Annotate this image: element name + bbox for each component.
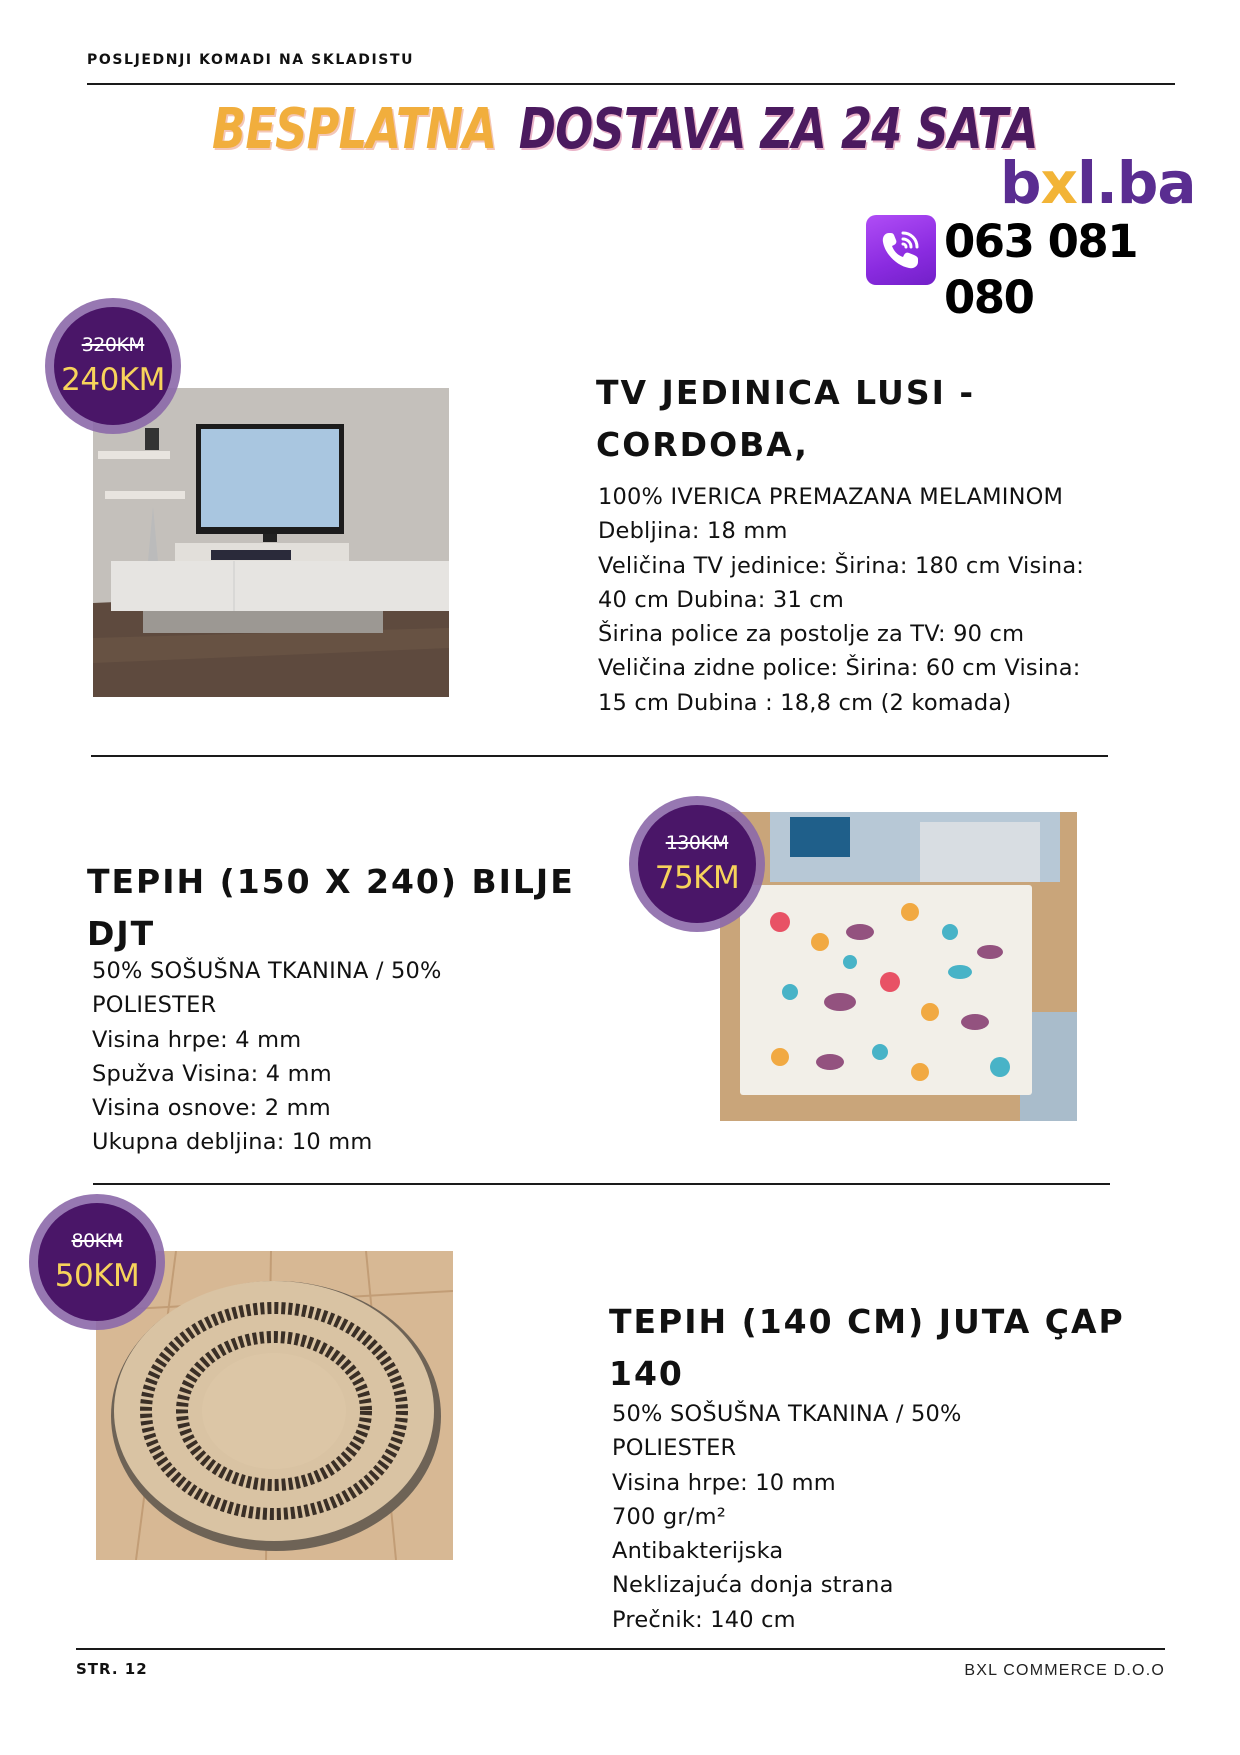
detail-line: 50% SOŠUŠNA TKANINA / 50% bbox=[612, 1401, 962, 1427]
phone-number: 063 081 080 bbox=[944, 215, 1138, 324]
tv-unit-photo bbox=[93, 388, 449, 697]
detail-line: 50% SOŠUŠNA TKANINA / 50% bbox=[92, 958, 442, 984]
new-price: 240KM bbox=[61, 362, 165, 398]
detail-line: 15 cm Dubina : 18,8 cm (2 komada) bbox=[598, 689, 1012, 716]
bxl-logo: bxl.ba bbox=[1000, 149, 1196, 217]
floral-rug-photo bbox=[720, 812, 1077, 1121]
old-price: 320KM bbox=[81, 334, 145, 356]
detail-line: Visina hrpe: 10 mm bbox=[612, 1469, 836, 1496]
footer-divider bbox=[76, 1648, 1165, 1650]
section-divider bbox=[93, 1183, 1110, 1185]
viber-icon bbox=[866, 215, 936, 285]
detail-line: POLIESTER bbox=[92, 992, 217, 1019]
logo-x-accent: x bbox=[1040, 149, 1077, 217]
price-badge bbox=[629, 796, 765, 932]
detail-line: 700 gr/m² bbox=[612, 1503, 726, 1530]
price-badge bbox=[29, 1194, 165, 1330]
product-details bbox=[92, 954, 442, 1160]
detail-line: 100% IVERICA PREMAZANA MELAMINOM bbox=[598, 484, 1064, 510]
new-price: 75KM bbox=[654, 860, 740, 896]
product-details bbox=[598, 480, 1084, 720]
free-delivery-banner bbox=[212, 94, 1038, 164]
detail-line: Veličina zidne police: Širina: 60 cm Visina: bbox=[598, 655, 1081, 682]
detail-line: Antibakterijska bbox=[612, 1538, 784, 1565]
detail-line: Veličina TV jedinice: Širina: 180 cm Visina: bbox=[598, 552, 1085, 579]
header-divider bbox=[87, 83, 1175, 85]
product-title: TEPIH (150 X 240) BILJE DJT bbox=[87, 862, 575, 953]
detail-line: Visina osnove: 2 mm bbox=[92, 1095, 331, 1122]
product-title: TEPIH (140 CM) JUTA ÇAP 140 bbox=[609, 1302, 1125, 1393]
old-price: 130KM bbox=[665, 832, 729, 854]
banner-free-text: BESPLATNA bbox=[212, 96, 497, 162]
old-price: 80KM bbox=[71, 1230, 123, 1252]
detail-line: 40 cm Dubina: 31 cm bbox=[598, 586, 844, 613]
page-header-title: POSLJEDNJI KOMADI NA SKLADISTU bbox=[87, 52, 415, 68]
detail-line: Neklizajuća donja strana bbox=[612, 1572, 894, 1599]
company-name: BXL COMMERCE D.O.O bbox=[964, 1662, 1165, 1679]
detail-line: Visina hrpe: 4 mm bbox=[92, 1026, 302, 1053]
detail-line: Spužva Visina: 4 mm bbox=[92, 1060, 332, 1087]
detail-line: Prečnik: 140 cm bbox=[612, 1606, 796, 1633]
page-number: STR. 12 bbox=[76, 1660, 148, 1678]
detail-line: Ukupna debljina: 10 mm bbox=[92, 1129, 373, 1156]
banner-delivery-text: DOSTAVA ZA 24 SATA bbox=[518, 96, 1038, 162]
price-badge bbox=[45, 298, 181, 434]
detail-line: Širina police za postolje za TV: 90 cm bbox=[598, 621, 1025, 648]
section-divider bbox=[91, 755, 1108, 757]
detail-line: Debljina: 18 mm bbox=[598, 518, 788, 545]
detail-line: POLIESTER bbox=[612, 1435, 737, 1462]
product-title: TV JEDINICA LUSI - CORDOBA, bbox=[596, 373, 976, 464]
product-details bbox=[612, 1397, 962, 1637]
new-price: 50KM bbox=[54, 1258, 140, 1294]
